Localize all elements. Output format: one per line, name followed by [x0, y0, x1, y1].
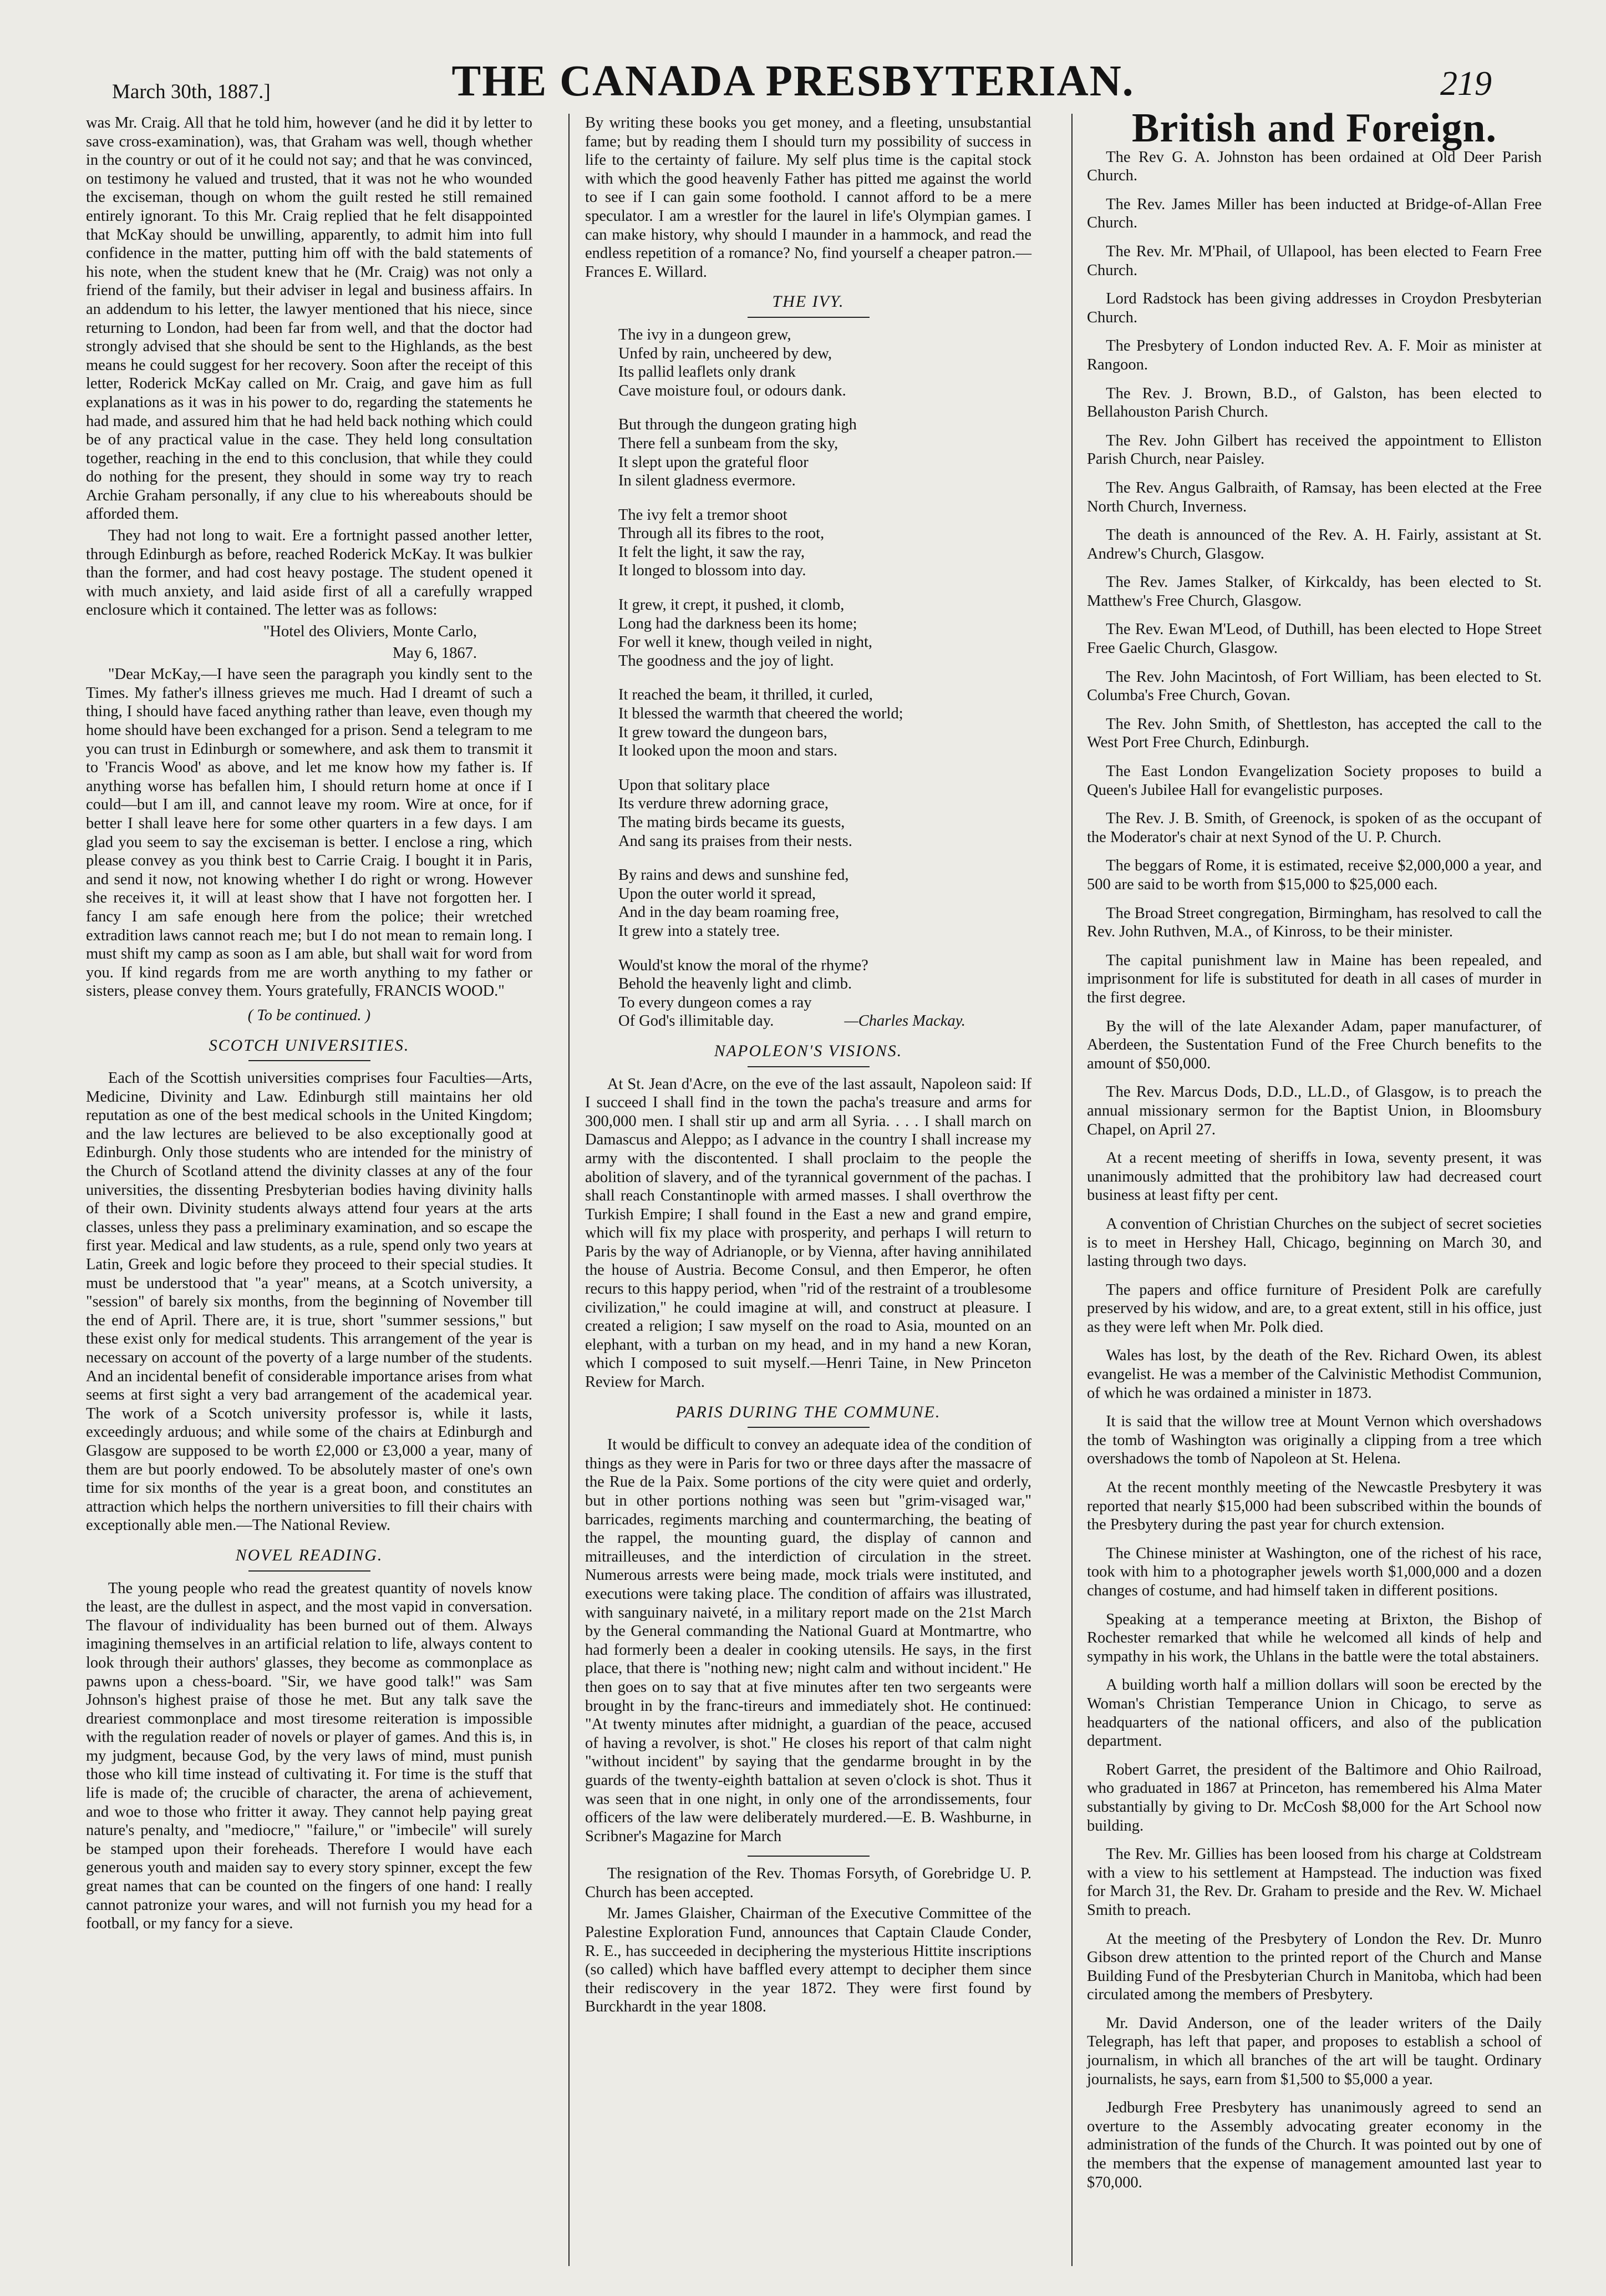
- page-number: 219: [1440, 65, 1492, 103]
- issue-date: March 30th, 1887.]: [112, 80, 271, 103]
- news-item: Jedburgh Free Presbytery has unanimously agreed to send an overture to the Assembly advocating greater economy in the administration of the funds of the Church. It was pointed out by one of the members that the expense of management amounted last year to $70,000.: [1087, 2099, 1542, 2191]
- poem-stanza: [618, 776, 1031, 850]
- news-item: A building worth half a million dollars will soon be erected by the Woman's Christian Temperance Union in Chicago, to serve as headquarters of the national officers, and also of the publication department.: [1087, 1676, 1542, 1750]
- news-item: Robert Garret, the president of the Baltimore and Ohio Railroad, who graduated in 1867 at Princeton, has remembered his Alma Mater substantially by giving to Dr. McCosh $8,000 for the Art School now building.: [1087, 1761, 1542, 1834]
- poem-stanza: [618, 326, 1031, 400]
- poem-line: Behold the heavenly light and climb.: [618, 975, 852, 993]
- column-1: [86, 114, 532, 1936]
- news-item: The Rev. Angus Galbraith, of Ramsay, has been elected at the Free North Church, Inverness.: [1087, 479, 1542, 515]
- poem-line: Of God's illimitable day.: [618, 1012, 774, 1030]
- news-item: By the will of the late Alexander Adam, paper manufacturer, of Aberdeen, the Sustentation Fund of the Free Church benefits to the amount of $50,000.: [1087, 1017, 1542, 1072]
- news-item: The Rev. James Miller has been inducted at Bridge-of-Allan Free Church.: [1087, 195, 1542, 232]
- poem-line: It grew, it crept, it pushed, it clomb,: [618, 596, 845, 614]
- news-item: The Rev G. A. Johnston has been ordained at Old Deer Parish Church.: [1087, 148, 1542, 185]
- scotch-universities-body: Each of the Scottish universities comprises four Faculties—Arts, Medicine, Divinity and Law. Edinburgh still maintains her old reputation as one of the best medical schools in the United Kingdom; and the law lectures are believed to be also exceptionally good at Edinburgh. Only those students who are intended for the ministry of the Church of Scotland attend the divinity classes at any of the four universities, the dissenting Presbyterian bodies having divinity halls of their own. Divinity students always attend four years at the arts classes, unless they pass a preliminary examination, and so escape the first year. Medical and law students, as a rule, spend only two years at Latin, Greek and logic before they proceed to their special studies. It must be understood that "a year" means, at a Scotch university, a "session" of barely six months, from the beginning of November till the end of April. There are, it is true, short "summer sessions," but these exist only for medical students. This arrangement of the year is necessary on account of the poverty of a large number of the students. And an incidental benefit of considerable importance arises from what seems at first sight a very bad arrangement of the academical year. The work of a Scotch university professor is, while it lasts, exceedingly arduous; and while some of the chairs at Edinburgh and Glasgow are supposed to be worth £2,000 or £3,000 a year, many of them are but poorly endowed. To be absolutely master of one's own time for six months of the year is a great boon, and constitutes an attraction which helps the northern universities to fill their chairs with exceptionally able men.—The National Review.: [86, 1070, 532, 1534]
- column-2: [585, 114, 1031, 2019]
- column-rule-left: [568, 114, 570, 2266]
- poem-stanza: [618, 686, 1031, 760]
- poem-line: By rains and dews and sunshine fed,: [618, 866, 849, 884]
- news-item: The Broad Street congregation, Birmingham, has resolved to call the Rev. John Ruthven, M.A., of Kinross, to be their minister.: [1087, 904, 1542, 941]
- poem-line: Long had the darkness been its home;: [618, 615, 857, 632]
- newspaper-title: THE CANADA PRESBYTERIAN.: [451, 57, 1135, 105]
- poem-stanza: [618, 956, 1031, 1031]
- poem-line: There fell a sunbeam from the sky,: [618, 434, 838, 452]
- news-item: The death is announced of the Rev. A. H. Fairly, assistant at St. Andrew's Church, Glasgow.: [1087, 526, 1542, 562]
- novel-reading-title: NOVEL READING.: [86, 1546, 532, 1572]
- story-paragraph-1: was Mr. Craig. All that he told him, however (and he did it by letter to save cross-examination), was, that Graham was well, though whether in the country or out of it he could not say; and that he was convinced, on testimony he valued and trusted, that it was not he who wounded the exciseman, though on whom the guilt rested he still remained entirely ignorant. To this Mr. Craig replied that he felt disappointed that McKay should be unwilling, apparently, to admit him into full confidence in the matter, putting him off with the bald statements of his note, when the student knew that he (Mr. Craig) was not only a friend of the family, but their adviser in legal and business affairs. In an addendum to his letter, the lawyer mentioned that his niece, since returning to London, had been far from well, and that the doctor had strongly advised that she should be sent to the Highlands, as the best means he could suggest for her recovery. Soon after the receipt of this letter, Roderick McKay called on Mr. Craig, and gave him as full explanations as it was in his power to do, regarding the statements he had made, and assured him that he had held back nothing which could be of any practical value in the case. They held long consultation together, reaching in the end to this conclusion, that while they could do nothing for the present, they should in some way try to reach Archie Graham personally, if any clue to his whereabouts should be afforded them.: [86, 114, 532, 523]
- poem-line: Cave moisture foul, or odours dank.: [618, 382, 846, 399]
- willard-paragraph: By writing these books you get money, and a fleeting, unsubstantial fame; but by reading them I should turn my possibility of success in life to the certainty of failure. My self plus time is the capital stock with which the good heavenly Father has pitted me against the world to see if I can gain some foothold. I cannot afford to be a mere speculator. I am a wrestler for the laurel in life's Olympian games. I can make history, why should I maunder in a hammock, and read the endless repetition of a romance? No, find yourself a cheaper patron.—Frances E. Willard.: [585, 114, 1031, 281]
- poem-attribution: —Charles Mackay.: [844, 1012, 965, 1030]
- news-item: The capital punishment law in Maine has been repealed, and imprisonment for life is substituted for death in all cases of murder in the first degree.: [1087, 951, 1542, 1006]
- news-item: Lord Radstock has been giving addresses in Croydon Presbyterian Church.: [1087, 290, 1542, 326]
- poem-line: It felt the light, it saw the ray,: [618, 543, 805, 561]
- poem-line: It blessed the warmth that cheered the world;: [618, 705, 903, 723]
- poem-last-line: [618, 1012, 1031, 1031]
- news-item: The Rev. Mr. Gillies has been loosed from his charge at Coldstream with a view to his settlement at Hampstead. The induction was fixed for March 31, the Rev. Dr. Graham to preside and the Rev. W. Michael Smith to preach.: [1087, 1846, 1542, 1919]
- napoleon-visions-title: NAPOLEON'S VISIONS.: [585, 1042, 1031, 1067]
- news-item: The Chinese minister at Washington, one of the richest of his race, took with him to a photographer jewels worth $1,000,000 and a dozen changes of costume, and had himself taken in different positions.: [1087, 1544, 1542, 1599]
- news-item: At the recent monthly meeting of the Newcastle Presbytery it was reported that nearly $15,000 had been subscribed within the bounds of the Presbytery during the past year for church extension.: [1087, 1479, 1542, 1534]
- news-item: The Rev. J. Brown, B.D., of Galston, has been elected to Bellahouston Parish Church.: [1087, 384, 1542, 421]
- column-rule-right: [1071, 114, 1073, 2266]
- news-item: The Rev. John Smith, of Shettleston, has accepted the call to the West Port Free Church, Edinburgh.: [1087, 715, 1542, 752]
- poem-line: Its pallid leaflets only drank: [618, 363, 796, 381]
- novel-reading-body: The young people who read the greatest quantity of novels know the least, are the dullest in aspect, and the most vapid in conversation. The flavour of individuality has been burned out of them. Always imagining themselves in an artificial relation to life, always content to look through their authors' glasses, they become as commonplace as pawns upon a chess-board. "Sir, we have good talk!" was Sam Johnson's highest praise of those he met. But any talk save the dreariest commonplace and most tiresome reiteration is impossible with the regulation reader of novels or player of games. And this is, in my judgment, because God, by the very laws of mind, must punish those who kill time instead of cultivating it. For time is the stuff that life is made of; the crucible of character, the arena of achievement, and woe to those who fritter it away. They cannot help paying great nature's penalty, and "mediocre," "failure," or "imbecile" will surely be stamped upon their foreheads. Therefore I would have each generous youth and maiden say to every story spinner, except the few great names that can be counted on the fingers of one hand: I really cannot patronize your wares, and will not furnish you my head for a football, or my fancy for a sieve.: [86, 1579, 532, 1933]
- news-item: The Rev. John Macintosh, of Fort William, has been elected to St. Columba's Free Church, Govan.: [1087, 668, 1542, 704]
- poem-line: It grew into a stately tree.: [618, 922, 780, 940]
- poem-line: Upon the outer world it spread,: [618, 885, 816, 903]
- poem-line: And sang its praises from their nests.: [618, 832, 852, 850]
- paris-commune-title: PARIS DURING THE COMMUNE.: [585, 1403, 1031, 1428]
- poem-line: It reached the beam, it thrilled, it curled,: [618, 686, 873, 704]
- poem-line: For well it knew, though veiled in night,: [618, 633, 873, 651]
- poem-line: It looked upon the moon and stars.: [618, 742, 837, 760]
- poem-line: But through the dungeon grating high: [618, 416, 857, 434]
- news-item: The Rev. Mr. M'Phail, of Ullapool, has been elected to Fearn Free Church.: [1087, 242, 1542, 279]
- news-item: The Rev. J. B. Smith, of Greenock, is spoken of as the occupant of the Moderator's chair at next Synod of the U. P. Church.: [1087, 810, 1542, 846]
- news-item: The Rev. Ewan M'Leod, of Duthill, has been elected to Hope Street Free Gaelic Church, Glasgow.: [1087, 621, 1542, 657]
- poem-line: It longed to blossom into day.: [618, 562, 806, 580]
- news-item: The Presbytery of London inducted Rev. A. F. Moir as minister at Rangoon.: [1087, 337, 1542, 373]
- poem-line: To every dungeon comes a ray: [618, 994, 812, 1011]
- news-item: Mr. David Anderson, one of the leader writers of the Daily Telegraph, has left that paper, and proposes to establish a school of journalism, in which all branches of the art will be taught. Ordinary journalists, he says, earn from $1,500 to $5,000 a year.: [1087, 2014, 1542, 2088]
- news-item: Wales has lost, by the death of the Rev. Richard Owen, its ablest evangelist. He was a member of the Calvinistic Methodist Communion, of which he was ordained a minister in 1873.: [1087, 1347, 1542, 1402]
- news-item: The Rev. James Stalker, of Kirkcaldy, has been elected to St. Matthew's Free Church, Glasgow.: [1087, 574, 1542, 610]
- news-item: The resignation of the Rev. Thomas Forsyth, of Gorebridge U. P. Church has been accepted.: [585, 1865, 1031, 1901]
- scotch-universities-title: SCOTCH UNIVERSITIES.: [86, 1036, 532, 1062]
- news-item: At a recent meeting of sheriffs in Iowa, seventy present, it was unanimously admitted that the prohibitory law had decreased court business at least fifty per cent.: [1087, 1149, 1542, 1204]
- news-item: It is said that the willow tree at Mount Vernon which overshadows the tomb of Washington was originally a clipping from a tree which overshadows the tomb of Napoleon at St. Helena.: [1087, 1413, 1542, 1468]
- to-be-continued: ( To be continued. ): [247, 1006, 371, 1024]
- poem-line: The goodness and the joy of light.: [618, 652, 834, 670]
- poem-line: The ivy in a dungeon grew,: [618, 326, 791, 343]
- story-paragraph-2: They had not long to wait. Ere a fortnight passed another letter, through Edinburgh as before, reached Roderick McKay. It was bulkier than the former, and had cost heavy postage. The student opened it with much anxiety, and laid aside first of all a carefully wrapped enclosure which it contained. The letter was as follows:: [86, 527, 532, 619]
- british-and-foreign-list: [1087, 148, 1542, 2192]
- poem-line: And in the day beam roaming free,: [618, 904, 840, 921]
- news-item: The papers and office furniture of President Polk are carefully preserved by his widow, and are, to a great extent, still in his office, just as they were left when Mr. Polk died.: [1087, 1281, 1542, 1336]
- poem-line: In silent gladness evermore.: [618, 472, 796, 490]
- news-item: The beggars of Rome, it is estimated, receive $2,000,000 a year, and 500 are said to be worth from $15,000 to $25,000 each.: [1087, 857, 1542, 893]
- poem-line: Unfed by rain, uncheered by dew,: [618, 344, 832, 362]
- poem-line: Through all its fibres to the root,: [618, 525, 825, 543]
- napoleon-visions-body: At St. Jean d'Acre, on the eve of the last assault, Napoleon said: If I succeed I shall find in the town the pacha's treasure and arms for 300,000 men. I shall stir up and arm all Syria. . . . I shall march on Damascus and Aleppo; as I advance in the country I shall increase my army with the discontented. I shall proclaim to the people the abolition of slavery, and of the tyrannical government of the pachas. I shall reach Constantinople with armed masses. I shall overthrow the Turkish Empire; I shall found in the East a new and grand empire, which will fix my place with prosperity, and perhaps I will return to Paris by the way of Adrianople, or by Vienna, after having annihilated the house of Austria. Become Consul, and then Emperor, he often recurs to this happy period, when "rid of the restraint of a troublesome civilization," he could imagine at will, and construct at pleasure. I created a religion; I saw myself on the road to Asia, mounted on an elephant, with a turban on my head, and in my hand a new Koran, which I composed to suit myself.—Henri Taine, in New Princeton Review for March.: [585, 1075, 1031, 1391]
- news-item: A convention of Christian Churches on the subject of secret societies is to meet in Hershey Hall, Chicago, beginning on March 30, and lasting through two days.: [1087, 1215, 1542, 1270]
- letter-address: "Hotel des Oliviers, Monte Carlo,: [263, 623, 477, 641]
- news-item: The Rev. Marcus Dods, D.D., LL.D., of Glasgow, is to preach the annual missionary sermon for the Baptist Union, in Bloomsbury Chapel, on April 27.: [1087, 1083, 1542, 1138]
- poem-line: Upon that solitary place: [618, 776, 770, 794]
- news-item: The Rev. John Gilbert has received the appointment to Elliston Parish Church, near Paisley.: [1087, 432, 1542, 468]
- poem-stanza: [618, 866, 1031, 940]
- poem-line: The ivy felt a tremor shoot: [618, 506, 787, 524]
- poem-line: Would'st know the moral of the rhyme?: [618, 956, 868, 974]
- news-item: Mr. James Glaisher, Chairman of the Executive Committee of the Palestine Exploration Fund, announces that Captain Claude Conder, R. E., has succeeded in deciphering the mysterious Hittite inscriptions (so called) which have baffled every attempt to decipher them since their rediscovery in the year 1872. They were first found by Burckhardt in the year 1808.: [585, 1905, 1031, 2016]
- letter-date: May 6, 1867.: [393, 644, 477, 662]
- poem-stanza: [618, 506, 1031, 580]
- masthead: [83, 22, 1503, 116]
- letter-body: "Dear McKay,—I have seen the paragraph you kindly sent to the Times. My father's illness grieves me much. Had I dreamt of such a thing, I should have faced anything rather than leave, even though my home should have been exchanged for a prison. Send a telegram to me you can trust in Edinburgh or somewhere, and ask them to transmit it to 'Francis Wood' as above, and let me know how my father is. If anything worse has befallen him, I should return home at once if I could—but I am ill, and cannot leave my room. Wire at once, for if better I shall leave here for some other quarters in a few days. I am glad you seem to say the exciseman is better. I enclose a ring, which please convey as you think best to Carrie Craig. I bought it in Paris, and send it now, not knowing whether I do right or wrong. However she receives it, it will at least show that I have not forgotten her. I fancy I am safe enough here from the police; their wretched extradition laws cannot reach me; but I do not mean to remain long. I must shift my camp as soon as I am able, but shall wait for word from you. If kind regards from me are worth anything to my father or sisters, please convey them. Yours gratefully, FRANCIS WOOD.": [86, 666, 532, 1000]
- news-item: At the meeting of the Presbytery of London the Rev. Dr. Munro Gibson drew attention to the printed report of the Church and Manse Building Fund of the Presbyterian Church in Manitoba, which had been circulated among the members of Presbytery.: [1087, 1930, 1542, 2004]
- poem-line: It grew toward the dungeon bars,: [618, 723, 827, 741]
- poem-line: It slept upon the grateful floor: [618, 453, 809, 471]
- paris-commune-body: It would be difficult to convey an adequate idea of the condition of things as they were in Paris for two or three days after the massacre of the Rue de la Paix. Some portions of the city were quiet and orderly, but in other portions nothing was seen but "grim-visaged war," barricades, regiments marching and countermarching, the beating of the rappel, the mounting guard, the display of cannon and mitrailleuses, and the interdiction of circulation in the street. Numerous arrests were being made, mock trials were instituted, and executions were taking place. The condition of affairs was illustrated, with sanguinary naiveté, in a military report made on the 21st March by the General commanding the National Guard at Montmartre, who had formerly been a dealer in cooking utensils. He says, in the first place, that there is "nothing new; night calm and without incident." He then goes on to say that at five minutes after ten two sergeants were brought in by the franc-tireurs and immediately shot. He continued: "At twenty minutes after midnight, a guardian of the peace, accused of having a revolver, is shot." He closes his report of that calm night "without incident" by saying that the gendarme brought in by the guards of the twenty-eighth battalion at seven o'clock is shot. Thus it was seen that in one night, in only one of the arrondissements, four officers of the law were deliberately murdered.—E. B. Washburne, in Scribner's Magazine for March: [585, 1436, 1031, 1845]
- ivy-poem: [618, 326, 1031, 1031]
- poem-line: The mating birds became its guests,: [618, 814, 845, 831]
- poem-line: Its verdure threw adorning grace,: [618, 795, 829, 813]
- news-item: The East London Evangelization Society proposes to build a Queen's Jubilee Hall for evangelistic purposes.: [1087, 763, 1542, 799]
- section-divider: [748, 1856, 870, 1857]
- poem-stanza: [618, 415, 1031, 490]
- british-and-foreign-heading: British and Foreign.: [1132, 105, 1497, 151]
- column-3: [1087, 105, 1542, 2202]
- poem-stanza: [618, 596, 1031, 670]
- news-item: Speaking at a temperance meeting at Brixton, the Bishop of Rochester remarked that while he welcomed all kinds of help and sympathy in his work, the Uhlans in the battle were the total abstainers.: [1087, 1610, 1542, 1665]
- ivy-poem-title: THE IVY.: [585, 292, 1031, 318]
